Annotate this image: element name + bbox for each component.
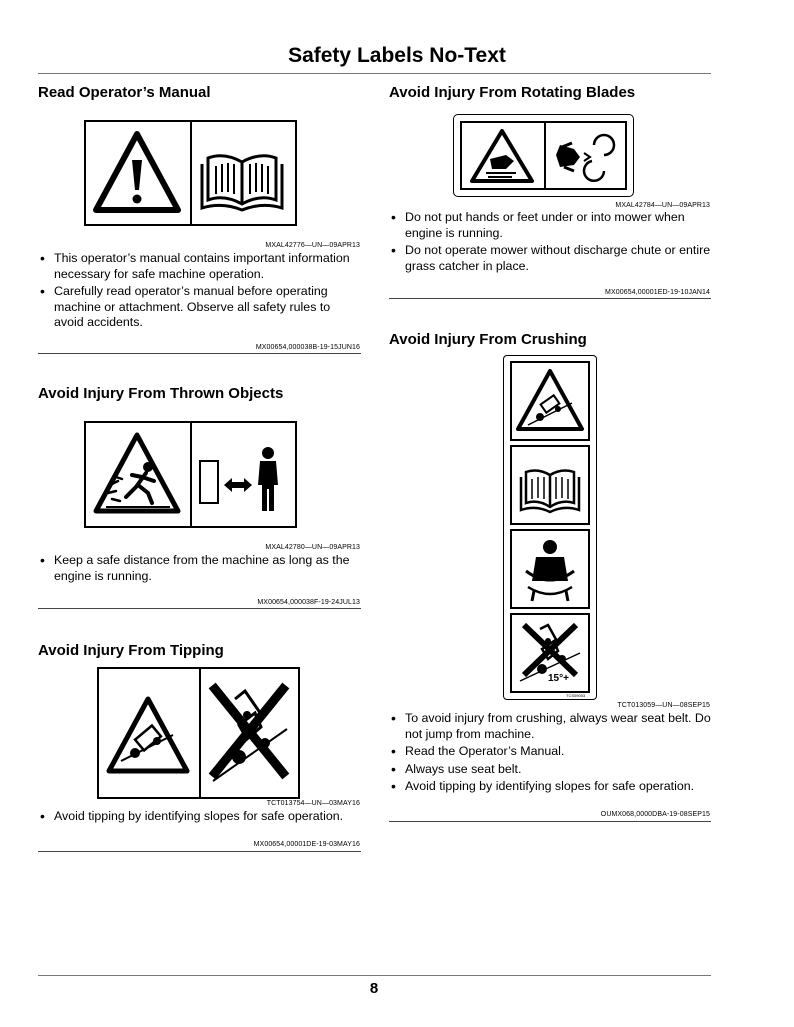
footer-rule xyxy=(38,975,711,976)
title-rule xyxy=(38,73,711,74)
tipping-icon xyxy=(99,669,201,797)
hand-blade-icon xyxy=(462,123,546,188)
reference-code: MX00654,00001ED-19-10JAN14 xyxy=(605,289,710,296)
label-code: MXAL42780—UN—09APR13 xyxy=(265,544,360,551)
section-heading-thrown: Avoid Injury From Thrown Objects xyxy=(38,385,284,402)
bullet-item: • To avoid injury from crushing, always wear seat belt. Do not jump from machine. xyxy=(389,711,715,742)
thrown-objects-icon xyxy=(86,423,192,526)
rollover-prohibited-icon xyxy=(199,669,298,797)
section-heading-manual: Read Operator’s Manual xyxy=(38,84,211,101)
section-heading-blades: Avoid Injury From Rotating Blades xyxy=(389,84,636,101)
warning-triangle-icon xyxy=(86,122,192,224)
rollover-prohibited-icon xyxy=(510,613,590,693)
bullet-item: • Do not operate mower without discharge chute or entire grass catcher in place. xyxy=(389,243,715,274)
book-icon xyxy=(510,445,590,525)
section-divider xyxy=(38,608,361,609)
page-title: Safety Labels No-Text xyxy=(288,44,506,67)
section-heading-crushing: Avoid Injury From Crushing xyxy=(389,331,587,348)
bullet-item: • Carefully read operator’s manual before operating machine or attachment. Observe all safety rules to avoid accidents. xyxy=(38,284,362,331)
section-divider xyxy=(389,298,711,299)
label-code: TCT013059—UN—08SEP15 xyxy=(617,702,710,709)
rotating-blades-icon xyxy=(544,123,625,188)
reference-code: OUMX068,0000DBA-19-08SEP15 xyxy=(600,811,710,818)
bullet-item: • Keep a safe distance from the machine as long as the engine is running. xyxy=(38,553,362,584)
book-icon xyxy=(190,122,295,224)
bullet-item: • Always use seat belt. xyxy=(389,762,715,778)
blades-bullets xyxy=(389,210,715,276)
page-number: 8 xyxy=(369,980,379,997)
tipping-safety-label xyxy=(97,667,300,799)
seat-belt-icon xyxy=(510,529,590,609)
section-divider xyxy=(38,851,361,852)
label-small-code: TCS09053 xyxy=(566,693,586,698)
thrown-safety-label xyxy=(84,421,297,528)
thrown-bullets xyxy=(38,553,362,586)
bullet-item: • Read the Operator’s Manual. xyxy=(389,744,715,760)
section-heading-tipping: Avoid Injury From Tipping xyxy=(38,642,224,659)
manual-safety-label xyxy=(84,120,297,226)
bullet-item: • Avoid tipping by identifying slopes for safe operation. xyxy=(38,809,362,825)
reference-code: MX00654,00001DE-19-03MAY16 xyxy=(253,841,360,848)
blades-safety-label xyxy=(453,114,634,197)
bullet-item: • Do not put hands or feet under or into mower when engine is running. xyxy=(389,210,715,241)
tipping-icon xyxy=(510,361,590,441)
safe-distance-icon xyxy=(190,423,295,526)
reference-code: MX00654,000038F-19-24JUL13 xyxy=(257,599,360,606)
crushing-safety-label xyxy=(503,355,597,700)
crushing-bullets xyxy=(389,711,715,797)
bullet-item: • Avoid tipping by identifying slopes for safe operation. xyxy=(389,779,715,795)
label-code: MXAL42776—UN—09APR13 xyxy=(265,242,360,249)
tipping-bullets xyxy=(38,809,362,827)
label-code: MXAL42784—UN—09APR13 xyxy=(615,202,710,209)
label-code: TCT013754—UN—03MAY16 xyxy=(266,800,360,807)
manual-bullets xyxy=(38,251,362,333)
section-divider xyxy=(38,353,361,354)
reference-code: MX00654,000038B-19-15JUN16 xyxy=(255,344,360,351)
blades-sign xyxy=(460,121,627,190)
slope-angle-label: 15°+ xyxy=(548,673,569,684)
bullet-item: • This operator’s manual contains important information necessary for safe machine operation. xyxy=(38,251,362,282)
section-divider xyxy=(389,821,711,822)
